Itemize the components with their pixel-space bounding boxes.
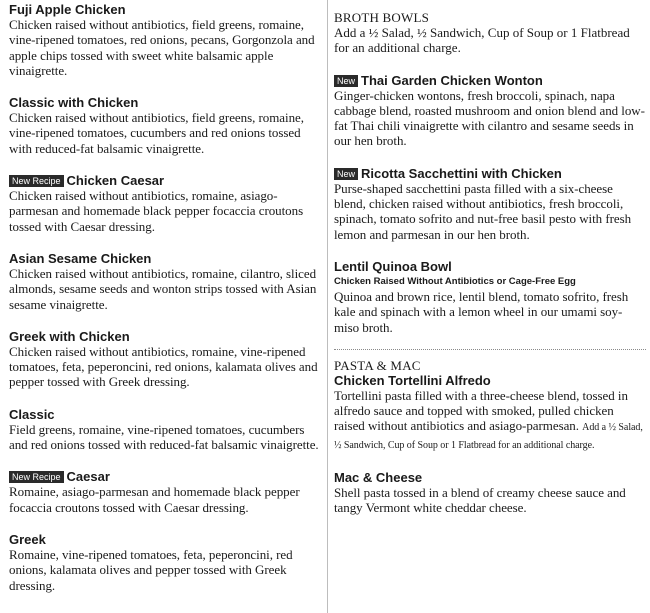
bowls-pasta-column — [334, 0, 646, 516]
item-description-block — [334, 388, 646, 453]
item-description: Romaine, asiago-parmesan and homemade black pepper focaccia croutons tossed with Caesar dressing. — [9, 484, 300, 515]
item-description: Romaine, vine-ripened tomatoes, feta, peperoncini, red onions, kalamata olives and pepper tossed with Greek dressing. — [9, 546, 293, 593]
item-description: Tortellini pasta filled with a three-cheese blend, tossed in alfredo sauce and topped with smoked, pulled chicken raised without antibiotics and asiago-parmesan. — [334, 387, 628, 434]
section-description: Add a ½ Salad, ½ Sandwich, Cup of Soup or 1 Flatbread for an additional charge. — [334, 25, 630, 56]
menu-item-asian-sesame-chicken — [9, 251, 321, 312]
item-note: Add a ½ Salad, ½ Sandwich, Cup of Soup or 1 Flatbread for an additional charge. — [334, 422, 643, 451]
menu-item-mac-and-cheese — [334, 470, 646, 516]
menu-item-classic — [9, 407, 321, 453]
item-description: Field greens, romaine, vine-ripened tomatoes, cucumbers and red onions tossed with reduced-fat balsamic vinaigrette. — [9, 421, 319, 453]
item-description: Purse-shaped sacchettini pasta filled with a six-cheese blend, chicken raised without antibiotics, fresh broccoli, spinach, tomato sofrito and nut-free basil pesto with fresh lemon and parmesan in our hen broth. — [334, 180, 632, 242]
item-subtitle: Chicken Raised Without Antibiotics or Cage-Free Egg — [334, 275, 576, 287]
menu-item-classic-with-chicken — [9, 95, 321, 156]
column-divider — [327, 0, 328, 613]
menu-item-lentil-quinoa-bowl — [334, 259, 646, 335]
new-recipe-badge: New Recipe — [9, 175, 64, 187]
item-title: Ricotta Sacchettini with Chicken — [361, 165, 562, 181]
menu-item-thai-garden-chicken-wonton — [334, 73, 646, 149]
item-title: Caesar — [66, 469, 110, 485]
item-description: Chicken raised without antibiotics, romaine, asiago-parmesan and homemade black pepper focaccia croutons tossed with Caesar dressing. — [9, 188, 304, 234]
item-title: Greek with Chicken — [9, 328, 130, 344]
item-title-row — [9, 173, 321, 188]
item-title-row — [9, 469, 321, 484]
item-description: Quinoa and brown rice, lentil blend, tomato sofrito, fresh kale and spinach with a lemon wheel in our umami soy-miso broth. — [334, 288, 629, 335]
item-title: Thai Garden Chicken Wonton — [361, 72, 543, 88]
menu-item-greek-with-chicken — [9, 329, 321, 390]
section-pasta-mac — [334, 358, 646, 373]
new-recipe-badge: New Recipe — [9, 471, 64, 483]
menu-item-ricotta-sacchettini — [334, 166, 646, 242]
item-title: Chicken Tortellini Alfredo — [334, 372, 491, 388]
section-label: BROTH BOWLS — [334, 10, 430, 25]
item-description: Chicken raised without antibiotics, field greens, romaine, vine-ripened tomatoes, red onions, pecans, Gorgonzola and apple chips tossed with sweet white balsamic apple vinaigrette. — [9, 17, 315, 78]
item-title: Chicken Caesar — [66, 173, 165, 189]
item-title-row — [334, 166, 646, 181]
item-description: Ginger-chicken wontons, fresh broccoli, spinach, napa cabbage blend, roasted mushroom and onion blend and low-fat Thai chili vinaigrette with cilantro and sesame seeds in our hen broth. — [334, 87, 645, 149]
menu-item-fuji-apple-chicken — [9, 2, 321, 78]
item-title: Classic with Chicken — [9, 95, 139, 111]
item-title: Greek — [9, 531, 46, 547]
item-description: Chicken raised without antibiotics, field greens, romaine, vine-ripened tomatoes, cucumbers and red onions tossed with reduced-fat balsamic vinaigrette. — [9, 110, 304, 156]
menu-item-caesar — [9, 469, 321, 515]
menu-item-chicken-tortellini-alfredo — [334, 373, 646, 453]
new-badge: New — [334, 168, 358, 180]
menu-item-chicken-caesar — [9, 173, 321, 234]
item-title: Fuji Apple Chicken — [9, 2, 126, 17]
item-title: Classic — [9, 406, 55, 422]
item-title: Mac & Cheese — [334, 470, 423, 486]
item-description: Chicken raised without antibiotics, romaine, cilantro, sliced almonds, sesame seeds and wonton strips tossed with Asian sesame vinaigrette. — [9, 265, 317, 312]
item-description: Chicken raised without antibiotics, romaine, vine-ripened tomatoes, feta, peperoncini, red onions, kalamata olives and pepper tossed with Greek dressing. — [9, 343, 318, 390]
item-title: Lentil Quinoa Bowl — [334, 258, 452, 274]
item-title-row — [334, 73, 646, 88]
item-description: Shell pasta tossed in a blend of creamy cheese sauce and tangy Vermont white cheddar cheese. — [334, 485, 626, 516]
new-badge: New — [334, 75, 358, 87]
section-separator — [334, 349, 646, 350]
item-title: Asian Sesame Chicken — [9, 250, 152, 266]
section-label: PASTA & MAC — [334, 357, 421, 373]
salads-column — [9, 0, 321, 593]
section-broth-bowls — [334, 10, 646, 56]
menu-item-greek — [9, 532, 321, 593]
